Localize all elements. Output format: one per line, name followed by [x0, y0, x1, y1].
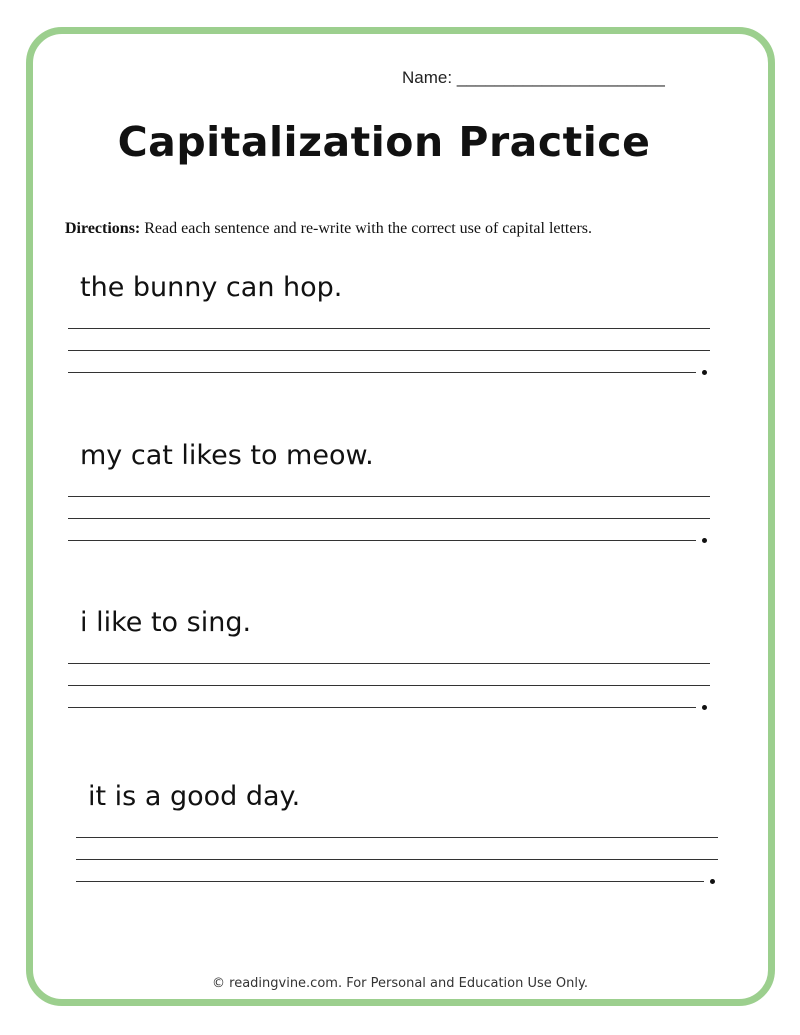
writing-line[interactable] — [68, 496, 710, 497]
writing-line[interactable] — [68, 328, 710, 329]
sentence-text: it is a good day. — [88, 781, 301, 812]
exercise-item-4 — [76, 781, 726, 891]
directions-text: Read each sentence and re-write with the correct use of capital letters. — [140, 220, 593, 237]
writing-line[interactable] — [68, 685, 710, 686]
name-blank: ______________________ — [456, 68, 665, 87]
writing-line[interactable] — [76, 837, 718, 838]
sentence-text: i like to sing. — [80, 607, 252, 638]
writing-line[interactable] — [68, 350, 710, 351]
writing-line[interactable] — [76, 881, 704, 882]
exercise-item-1 — [68, 272, 718, 382]
exercise-item-3 — [68, 607, 718, 717]
period-dot — [702, 705, 707, 710]
page-title: Capitalization Practice — [117, 118, 651, 166]
writing-line[interactable] — [68, 663, 710, 664]
directions-label: Directions: — [65, 220, 141, 237]
writing-line[interactable] — [68, 707, 696, 708]
writing-line[interactable] — [76, 859, 718, 860]
copyright-footer: © readingvine.com. For Personal and Education Use Only. — [212, 976, 588, 991]
name-field[interactable] — [402, 68, 665, 88]
writing-line[interactable] — [68, 518, 710, 519]
sentence-text: my cat likes to meow. — [80, 440, 374, 471]
sentence-text: the bunny can hop. — [80, 272, 343, 303]
period-dot — [702, 370, 707, 375]
period-dot — [702, 538, 707, 543]
period-dot — [710, 879, 715, 884]
writing-line[interactable] — [68, 372, 696, 373]
exercise-item-2 — [68, 440, 718, 550]
directions — [65, 220, 592, 238]
writing-line[interactable] — [68, 540, 696, 541]
name-label: Name: — [402, 68, 453, 87]
